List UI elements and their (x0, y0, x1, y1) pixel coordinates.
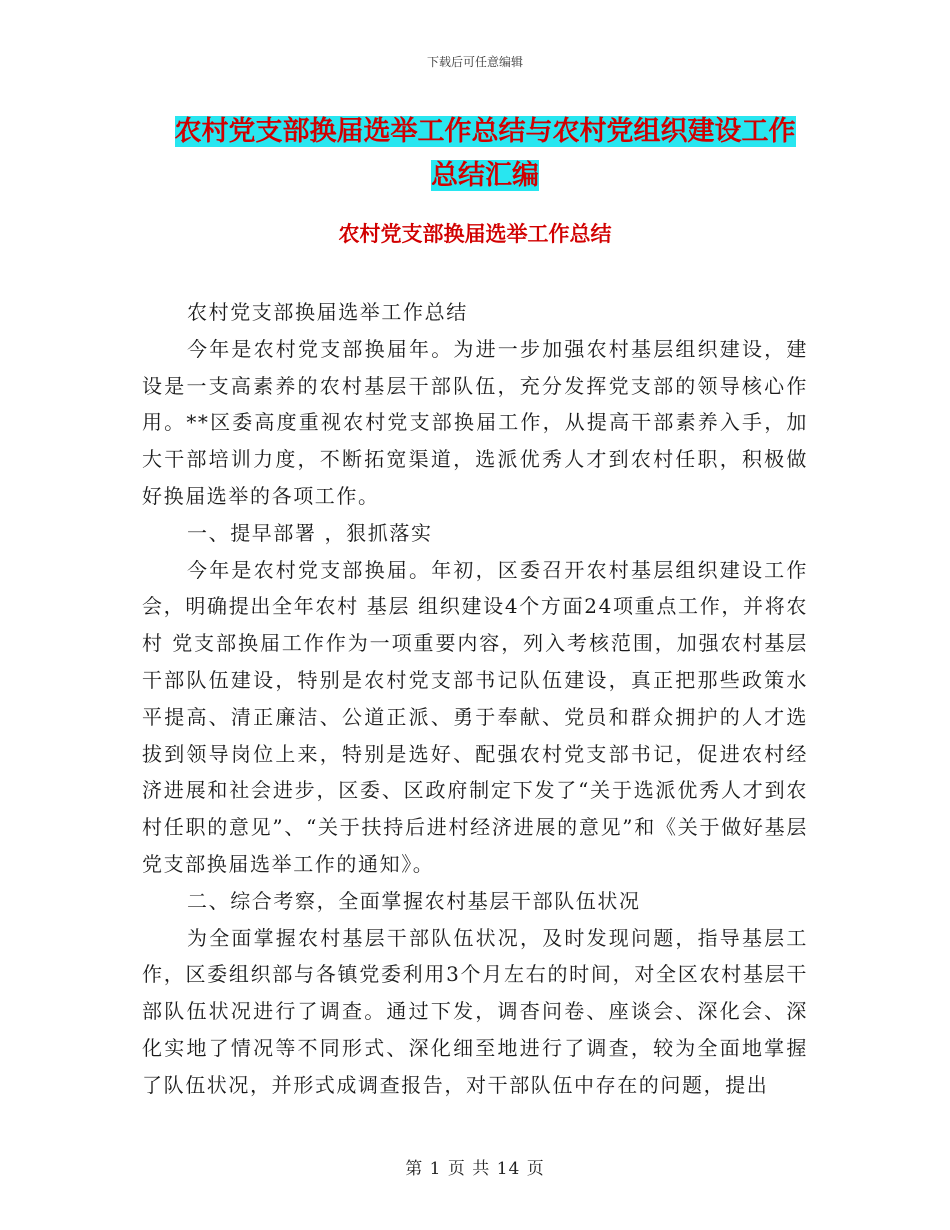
subheading-2: 二、综合考察，全面掌握农村基层干部队伍状况 (187, 888, 641, 913)
paragraph: 今年是农村党支部换届年。为进一步加强农村基层组织建设，建设是一支高素养的农村基层干部队伍，充分发挥党支部的领导核心作用。**区委高度重视农村党支部换届工作，从提高干部素养入手，加大干部培训力度，不断拓宽渠道，选派优秀人才到农村任职，积极做好换届选举的各项工作。 (142, 336, 808, 508)
paragraph: 今年是农村党支部换届。年初，区委召开农村基层组织建设工作会，明确提出全年农村 基层 组织建设4个方面24项重点工作，并将农村 党支部换届工作作为一项重要内容，列入考核范围，加强农村基层干部队伍建设，特别是农村党支部书记队伍建设，真正把那些政策水平提高、清正廉洁、公道正派、勇于奉献、党员和群众拥护的人才选拔到领导岗位上来，特别是选好、配强农村党支部书记，促进农村经济进展和社会进步，区委、区政府制定下发了“关于选派优秀人才到农村任职的意见”、“关于扶持后进村经济进展的意见”和《关于做好基层党支部换届选举工作的通知》。 (142, 557, 808, 876)
subheading-1: 一、提早部署 ，狠抓落实 (187, 520, 433, 545)
header-note: 下载后可任意编辑 (426, 55, 523, 69)
page-number: 第 1 页 共 14 页 (405, 1159, 545, 1179)
body-text (142, 294, 808, 1104)
title-line-2: 总结汇编 (431, 160, 539, 191)
paragraph-subtitle: 农村党支部换届选举工作总结 (187, 300, 468, 324)
document-title (150, 110, 820, 198)
title-line-1: 农村党支部换届选举工作总结与农村党组织建设工作 (174, 116, 796, 147)
section-title: 农村党支部换届选举工作总结 (338, 222, 612, 246)
paragraph: 为全面掌握农村基层干部队伍状况，及时发现问题，指导基层工作，区委组织部与各镇党委利用3个月左右的时间，对全区农村基层干部队伍状况进行了调查。通过下发，调杳问卷、座谈会、深化会、深化实地了情况等不同形式、深化细至地进行了调查，较为全面地掌握了队伍状况，并形式成调查报告，对干部队伍中存在的问题，提出 (142, 925, 808, 1097)
